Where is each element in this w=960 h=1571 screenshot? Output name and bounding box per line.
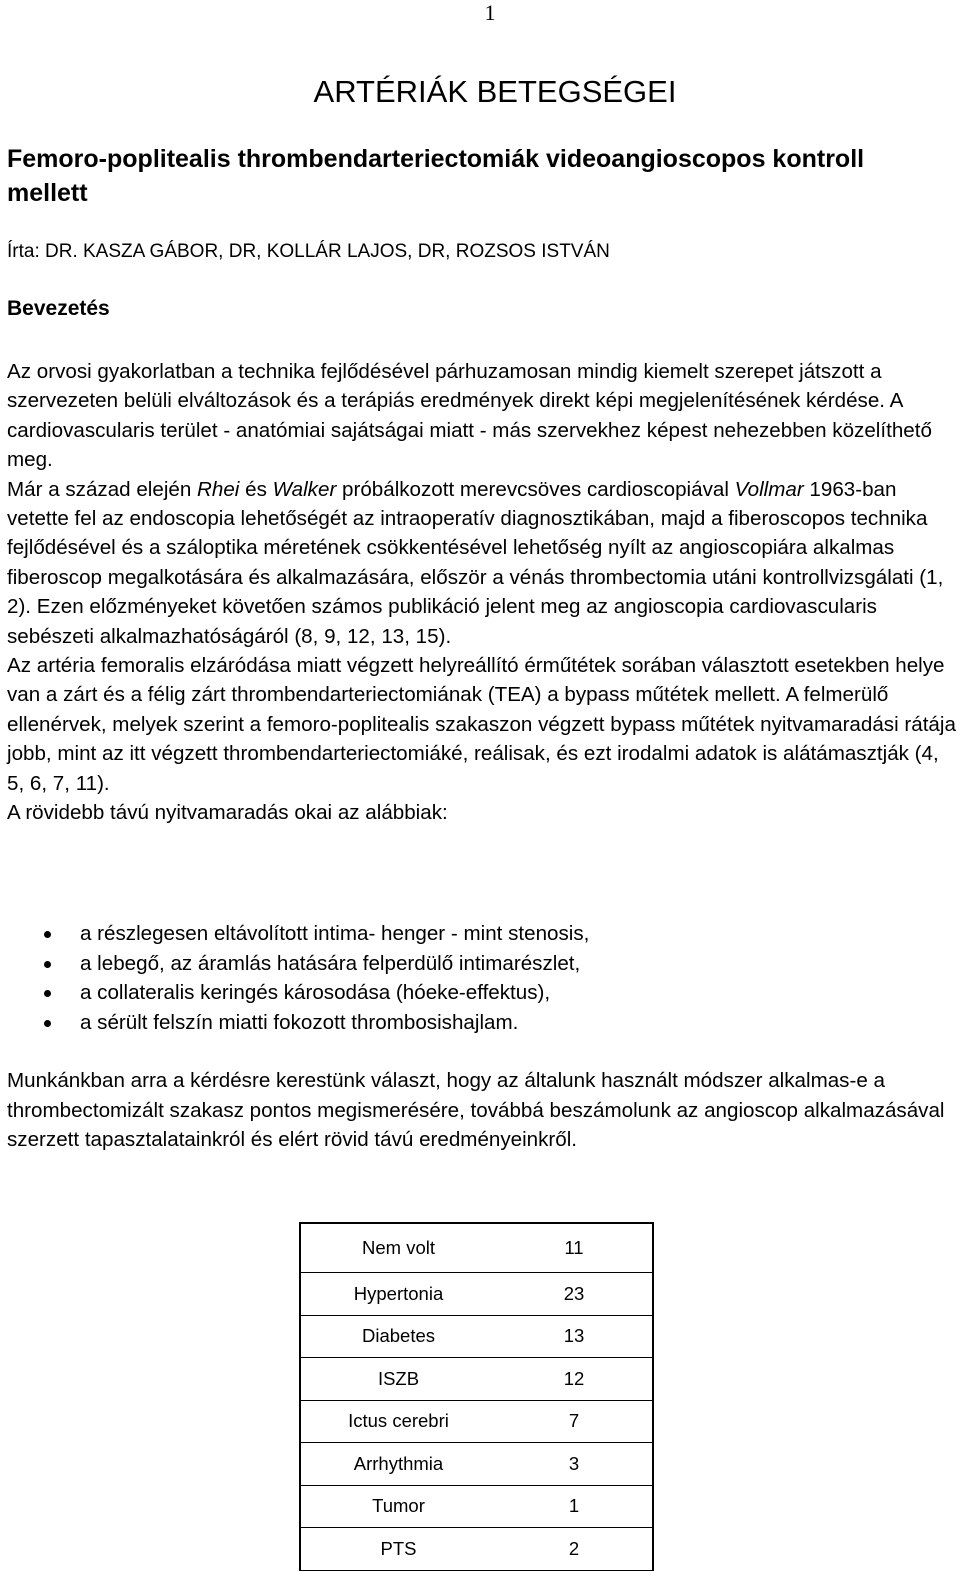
table-cell-value: 13 [563, 1325, 585, 1347]
table-row [300, 1528, 653, 1571]
table-cell-label: Nem volt [362, 1237, 435, 1258]
table-cell-value: 3 [568, 1452, 580, 1474]
table-cell-value: 7 [568, 1410, 580, 1432]
text-segment: Már a század elején [7, 477, 198, 501]
paragraph-history [7, 475, 957, 651]
list-item [0, 949, 589, 979]
table-cell-value: 23 [563, 1282, 585, 1304]
paragraph-intro: Az orvosi gyakorlatban a technika fejlődésével párhuzamosan mindig kiemelt szerepet játszott a szervezeten belüli elváltozások és a terápiás eredmények direkt képi megjelenítésének kérdése. A cardiovascularis terület - anatómiai sajátságai miatt - más szervekhez képest nehezebben közelíthető meg. [7, 360, 932, 472]
table-cell-label: PTS [380, 1537, 417, 1559]
bullet-icon [44, 1020, 51, 1027]
list-item-text: a collateralis keringés károsodása (hóeke-effektus), [80, 981, 551, 1005]
table-row [300, 1358, 653, 1401]
table-cell-label: ISZB [377, 1367, 420, 1389]
table-row [300, 1223, 653, 1273]
bullet-icon [44, 931, 51, 938]
body-text [7, 357, 957, 828]
table-cell-label: Hypertonia [353, 1282, 444, 1304]
list-item [0, 978, 589, 1008]
paragraph-tea: Az artéria femoralis elzáródása miatt végzett helyreállító érműtétek sorában választott esetekben helye van a zárt és a félig zárt thrombendarteriectomiának (TEA) a bypass műtétek mellett. A felmerülő ellenérvek, melyek szerint a femoro-poplitealis szakaszon végzett bypass műtétek nyitvamaradási rátája jobb, mint az itt végzett thrombendarteriectomiáké, reálisak, és ezt irodalmi adatok is alátámasztják (4, 5, 6, 7, 11). [7, 654, 956, 795]
list-item-text: a lebegő, az áramlás hatására felperdülő intimarészlet, [80, 951, 581, 975]
table-cell-label: Diabetes [361, 1325, 435, 1347]
authors-line: Írta: DR. KASZA GÁBOR, DR, KOLLÁR LAJOS, DR, ROZSOS ISTVÁN [7, 241, 610, 262]
table-cell-value: 2 [568, 1537, 580, 1559]
page-number: 1 [484, 0, 496, 25]
table-row [300, 1273, 653, 1316]
text-segment: és [239, 477, 273, 501]
bullet-icon [44, 961, 51, 968]
text-segment: 1963-ban vetette fel az endoscopia lehetőségét az intraoperatív diagnosztikában, majd a fiberoscopos technika fejlődésével és a száloptika méretének csökkentésével lehetőség nyílt az angioscopiára alkalmas fiberoscop megalkotására és alkalmazására, először a vénás thrombectomia utáni kontrollvizsgálati (1, 2). Ezen előzményeket követően számos publikáció jelent meg az angioscopia cardiovascularis sebészeti alkalmazhatóságáról (8, 9, 12, 13, 15). [7, 477, 944, 648]
table-cell-label: Tumor [372, 1495, 425, 1517]
document-title: ARTÉRIÁK BETEGSÉGEI [313, 74, 677, 109]
comorbidity-table [299, 1222, 654, 1571]
table-row [300, 1443, 653, 1486]
bullet-icon [44, 990, 51, 997]
paper-title: Femoro-poplitealis thrombendarteriectomiák videoangioscopos kontroll mellett [7, 145, 865, 207]
table-row [300, 1400, 653, 1443]
author-name: Rhei [197, 477, 240, 501]
table-cell-value: 1 [568, 1495, 580, 1517]
table-row [300, 1485, 653, 1528]
table-cell-value: 11 [564, 1237, 584, 1258]
list-item [0, 1008, 589, 1038]
list-item-text: a sérült felszín miatti fokozott thrombosishajlam. [80, 1010, 519, 1034]
list-item-text: a részlegesen eltávolított intima- henger - mint stenosis, [80, 922, 590, 945]
list-item [0, 919, 589, 949]
closing-paragraph: Munkánkban arra a kérdésre kerestünk választ, hogy az általunk használt módszer alkalmas-e a thrombectomizált szakasz pontos megismerésére, továbbá beszámolunk az angioscop alkalmazásával szerzett tapasztalatainkról és elért rövid távú eredményeinkről. [7, 1069, 945, 1152]
text-segment: próbálkozott merevcsöves cardioscopiával [336, 477, 735, 501]
table-cell-label: Ictus cerebri [348, 1410, 449, 1432]
table-cell-value: 12 [563, 1367, 585, 1389]
author-name: Walker [272, 477, 337, 501]
table-row [300, 1315, 653, 1358]
section-heading: Bevezetés [7, 297, 110, 320]
table-cell-label: Arrhythmia [353, 1452, 444, 1474]
author-name: Vollmar [734, 477, 804, 501]
paragraph-causes-intro: A rövidebb távú nyitvamaradás okai az alábbiak: [7, 801, 448, 825]
causes-list [0, 919, 589, 1037]
